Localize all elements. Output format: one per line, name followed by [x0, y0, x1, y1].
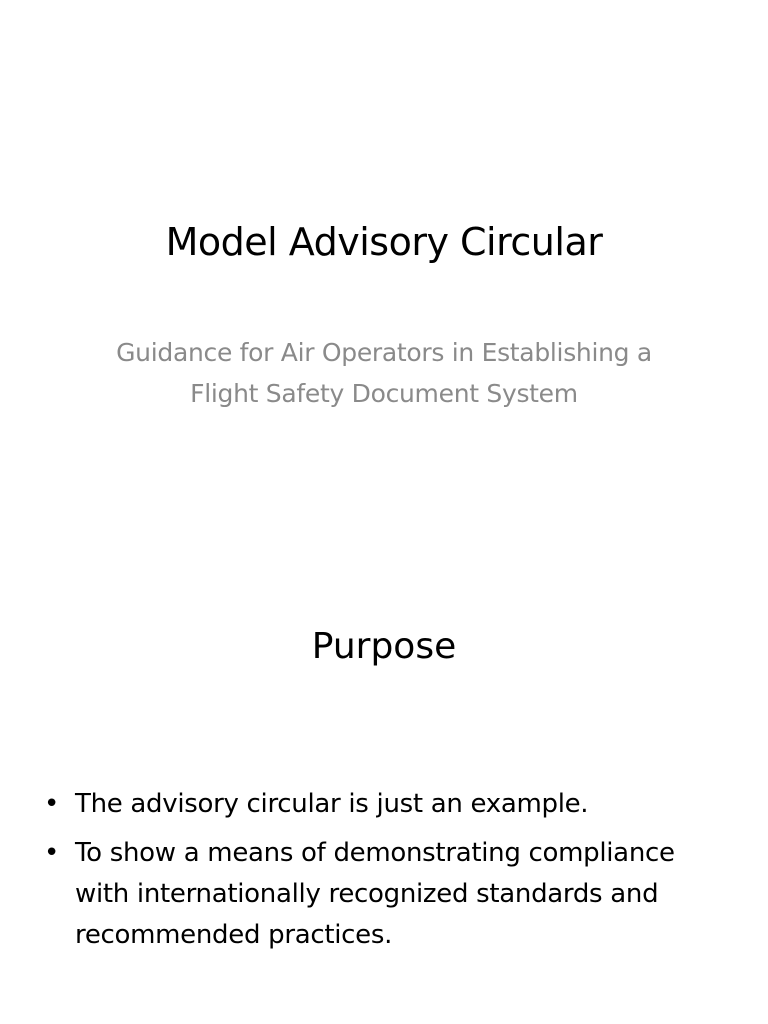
bullet-text: The advisory circular is just an example.: [75, 789, 589, 819]
list-item: [44, 833, 734, 956]
bullet-icon: •: [44, 789, 60, 819]
list-item: [44, 784, 734, 825]
slide-subtitle: Guidance for Air Operators in Establishing a Flight Safety Document System: [116, 338, 652, 408]
slide-title: Model Advisory Circular: [165, 220, 603, 264]
bullet-icon: •: [44, 838, 60, 868]
slide-heading: Purpose: [311, 626, 457, 667]
purpose-slide: [0, 512, 768, 1024]
bullet-text: To show a means of demonstrating compliance with internationally recognized standards and recommended practices.: [75, 838, 675, 950]
bullet-list: [44, 784, 734, 964]
